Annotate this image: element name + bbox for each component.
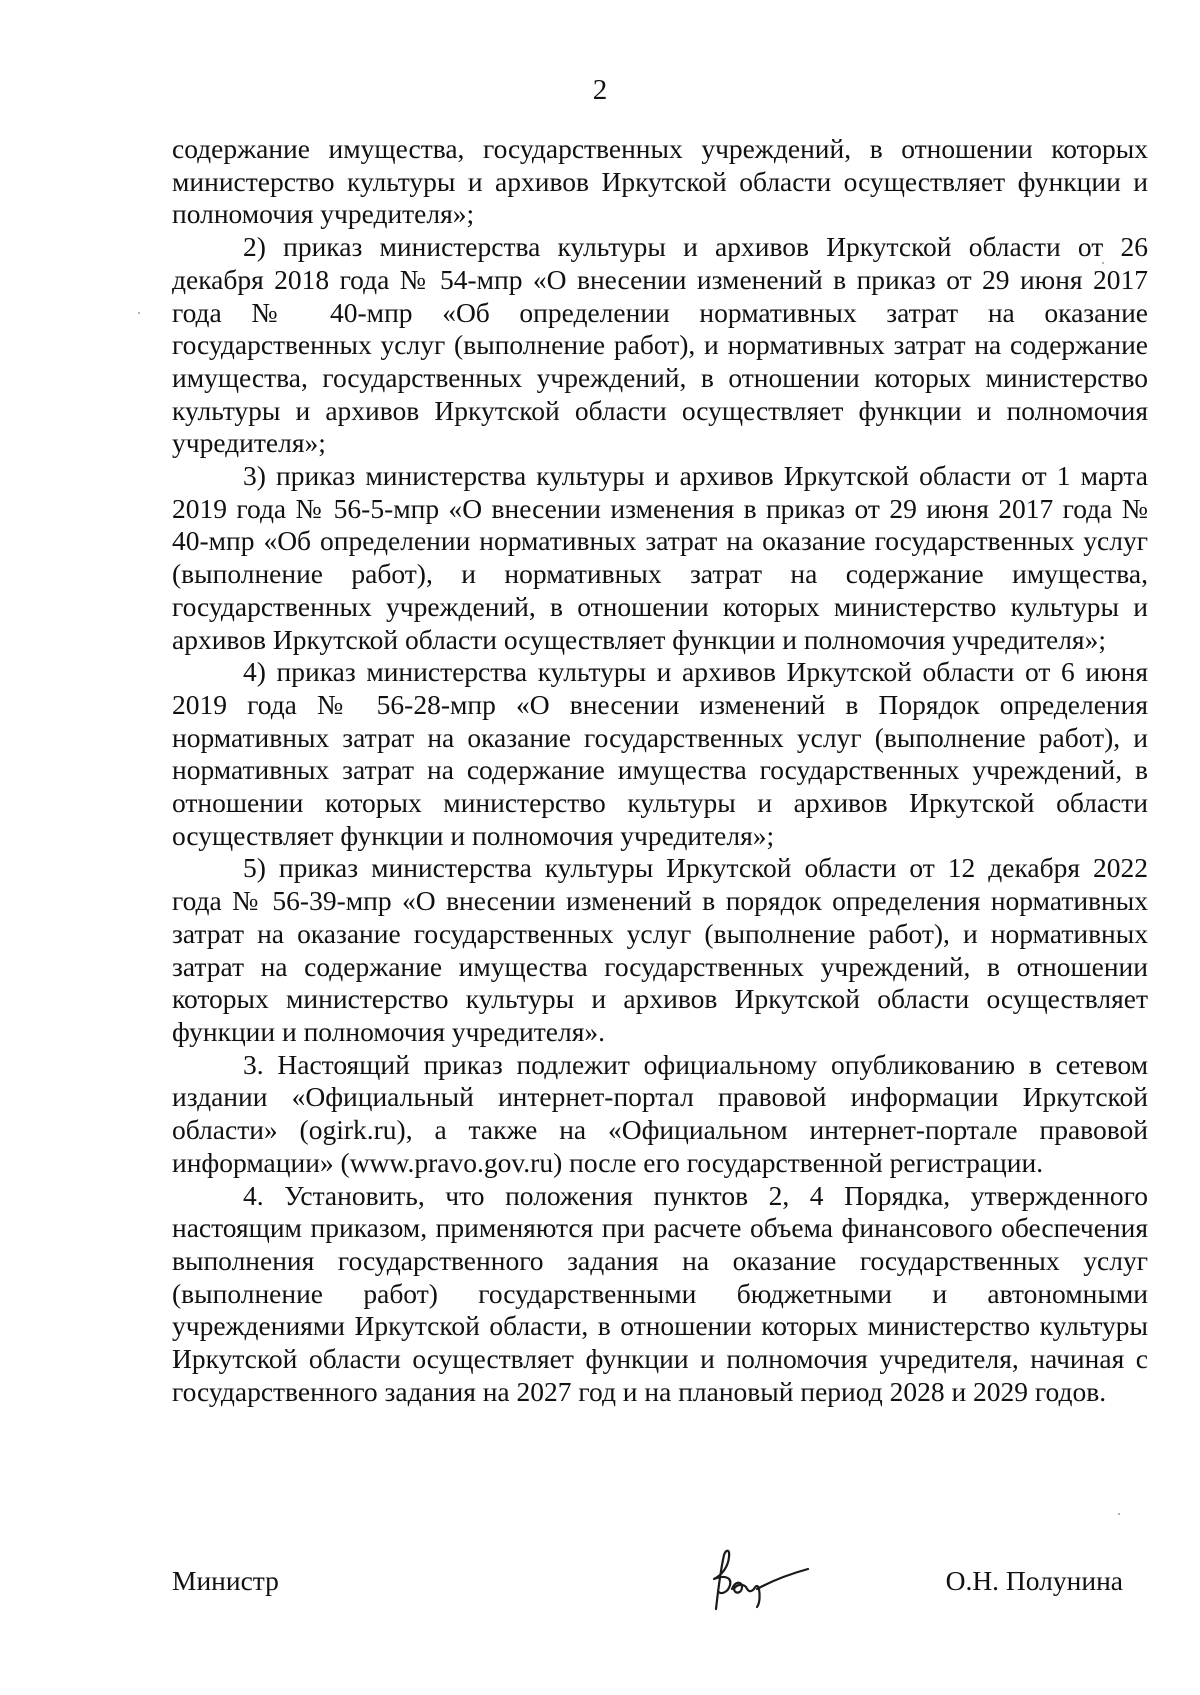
signature-block — [172, 1545, 1148, 1625]
scan-speck — [1102, 262, 1104, 264]
paragraph-clause-4: 4. Установить, что положения пунктов 2, 4 Порядка, утвержденного настоящим приказом, применяются при расчете объема финансового обеспечения выполнения государственного задания на оказание государственных услуг (выполнение работ) государственными бюджетными и автономными учреждениями Иркутской области, в отношении которых министерство культуры Иркутской области осуществляет функции и полномочия учредителя, начиная с государственного задания на 2027 год и на плановый период 2028 и 2029 годов. — [172, 1179, 1148, 1407]
signatory-title: Министр — [172, 1565, 279, 1596]
paragraph-item-2: 2) приказ министерства культуры и архивов Иркутской области от 26 декабря 2018 года № 54-мпр «О внесении изменений в приказ от 29 июня 2017 года № 40-мпр «Об определении нормативных затрат на оказание государственных услуг (выполнение работ), и нормативных затрат на содержание имущества, государственных учреждений, в отношении которых министерство культуры и архивов Иркутской области осуществляет функции и полномочия учредителя»; — [172, 231, 1148, 459]
page-number: 2 — [592, 74, 608, 106]
signatory-name: О.Н. Полунина — [945, 1565, 1123, 1596]
document-body — [172, 133, 1148, 1408]
scan-speck — [1118, 1513, 1120, 1515]
paragraph-item-4: 4) приказ министерства культуры и архивов Иркутской области от 6 июня 2019 года № 56-28-мпр «О внесении изменений в Порядок определения нормативных затрат на оказание государственных услуг (выполнение работ), и нормативных затрат на содержание имущества государственных учреждений, в отношении которых министерство культуры и архивов Иркутской области осуществляет функции и полномочия учредителя»; — [172, 656, 1148, 851]
scan-speck — [138, 312, 140, 314]
handwritten-signature — [702, 1545, 812, 1611]
paragraph-item-3: 3) приказ министерства культуры и архивов Иркутской области от 1 марта 2019 года № 56-5-мпр «О внесении изменения в приказ от 29 июня 2017 года № 40-мпр «Об определении нормативных затрат на оказание государственных услуг (выполнение работ), и нормативных затрат на содержание имущества, государственных учреждений, в отношении которых министерство культуры и архивов Иркутской области осуществляет функции и полномочия учредителя»; — [172, 460, 1148, 655]
paragraph-clause-3: 3. Настоящий приказ подлежит официальному опубликованию в сетевом издании «Официальный интернет-портал правовой информации Иркутской области» (ogirk.ru), а также на «Официальном интернет-портале правовой информации» (www.pravo.gov.ru) после его государственной регистрации. — [172, 1048, 1148, 1178]
paragraph-item-5: 5) приказ министерства культуры Иркутской области от 12 декабря 2022 года № 56-39-мпр «О внесении изменений в порядок определения нормативных затрат на оказание государственных услуг (выполнение работ), и нормативных затрат на содержание имущества государственных учреждений, в отношении которых министерство культуры и архивов Иркутской области осуществляет функции и полномочия учредителя». — [172, 852, 1148, 1047]
paragraph-continuation: содержание имущества, государственных учреждений, в отношении которых министерство культуры и архивов Иркутской области осуществляет функции и полномочия учредителя»; — [172, 133, 1148, 230]
